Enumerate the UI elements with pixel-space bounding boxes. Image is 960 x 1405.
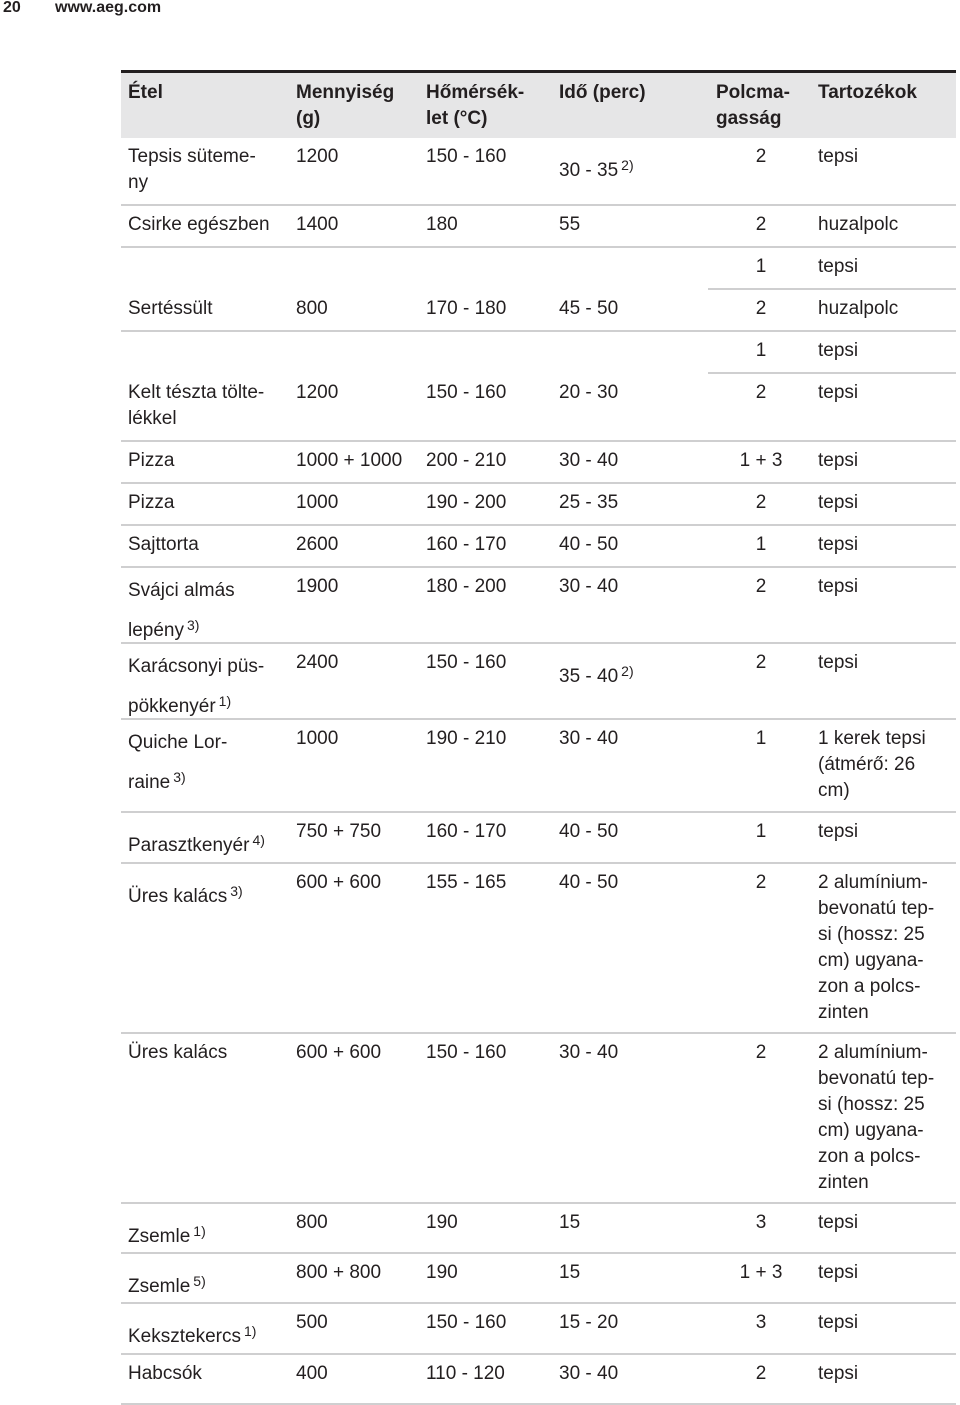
cell-time <box>559 726 709 752</box>
table-header <box>121 70 956 138</box>
cell-accessories <box>818 380 958 406</box>
table-row <box>121 720 956 813</box>
cell-food <box>128 490 288 516</box>
footnote-marker: 3) <box>230 883 243 899</box>
cell-shelf-level <box>711 448 811 474</box>
cell-accessories <box>818 490 958 516</box>
table-row <box>121 1034 956 1204</box>
cell-text: tepsi <box>818 576 859 597</box>
cell-text: Üres kalács <box>128 1042 228 1063</box>
cell-shelf-level <box>711 1210 811 1236</box>
cell-text: 160 - 170 <box>426 534 507 555</box>
cell-time <box>559 1210 709 1236</box>
cell-temperature <box>426 726 556 752</box>
table-row <box>121 1254 956 1304</box>
cell-accessories <box>818 650 958 676</box>
cell-text: 2 <box>755 382 767 403</box>
cell-text: tepsi <box>818 534 859 555</box>
table-row <box>121 206 956 248</box>
table-row <box>121 374 956 442</box>
cell-text: 1 <box>755 728 767 749</box>
table-row <box>121 644 956 720</box>
cell-accessories <box>818 1040 958 1196</box>
cell-shelf-level <box>711 819 811 845</box>
cell-text: 600 + 600 <box>296 1042 382 1063</box>
cell-temperature <box>426 1361 556 1387</box>
cell-quantity <box>296 1260 421 1286</box>
cell-temperature <box>426 650 556 676</box>
cell-shelf-level <box>711 380 811 406</box>
cell-text: Zsemle <box>128 1276 191 1297</box>
cell-text: 25 - 35 <box>559 492 619 513</box>
cell-quantity <box>296 819 421 845</box>
table-row <box>121 1304 956 1355</box>
cell-shelf-level <box>711 144 811 170</box>
cell-text: 1400 <box>296 214 339 235</box>
cell-text: 1 <box>755 340 767 361</box>
cell-accessories <box>818 1361 958 1387</box>
cell-time <box>559 380 709 406</box>
cell-food <box>128 726 288 800</box>
cell-temperature <box>426 490 556 516</box>
cell-text: 110 - 120 <box>426 1363 505 1384</box>
cell-text: 30 - 35 <box>559 160 619 181</box>
cell-text: 30 - 40 <box>559 450 619 471</box>
cell-text: 2 <box>755 652 767 673</box>
cell-text: huzalpolc <box>818 298 899 319</box>
cell-accessories <box>818 338 958 364</box>
cell-food <box>128 212 288 238</box>
footnote-marker: 3) <box>187 617 200 633</box>
cell-temperature <box>426 1310 556 1336</box>
cell-text: Habcsók <box>128 1363 202 1384</box>
table-body <box>121 138 956 1405</box>
cell-shelf-level <box>711 1260 811 1286</box>
cell-food <box>128 1268 288 1300</box>
cell-text: 800 <box>296 298 328 319</box>
cell-accessories <box>818 726 958 804</box>
cell-shelf-level <box>711 726 811 752</box>
cell-text: 190 - 210 <box>426 728 507 749</box>
footnote-marker: 2) <box>621 663 634 679</box>
page-number: 20 <box>3 0 21 16</box>
cell-text: 2400 <box>296 652 339 673</box>
cell-text: 800 + 800 <box>296 1262 382 1283</box>
cell-food <box>128 1040 288 1066</box>
cell-food <box>128 650 288 724</box>
cell-text: Üres kalács <box>128 886 228 907</box>
cell-food <box>128 1318 288 1350</box>
cell-text: 2 <box>755 492 767 513</box>
cell-food <box>128 1218 288 1250</box>
cell-text: 150 - 160 <box>426 1042 507 1063</box>
cell-text: 1000 + 1000 <box>296 450 403 471</box>
cell-text: huzalpolc <box>818 214 899 235</box>
header-time: Idő (perc) <box>559 82 646 103</box>
table-top-rule <box>121 70 956 73</box>
cell-shelf-level <box>711 254 811 280</box>
cell-accessories <box>818 1310 958 1336</box>
cell-text: Pizza <box>128 450 175 471</box>
cell-accessories <box>818 819 958 845</box>
cell-shelf-level <box>711 650 811 676</box>
table-row <box>121 138 956 206</box>
table-row <box>121 568 956 644</box>
cell-temperature <box>426 1040 556 1066</box>
cell-text: 180 - 200 <box>426 576 507 597</box>
cell-time <box>559 448 709 474</box>
cell-text: 30 - 40 <box>559 576 619 597</box>
cell-text: 200 - 210 <box>426 450 507 471</box>
cell-text: 150 - 160 <box>426 1312 507 1333</box>
cell-time <box>559 1040 709 1066</box>
cell-text: tepsi <box>818 821 859 842</box>
footnote-marker: 4) <box>252 832 265 848</box>
cell-accessories <box>818 254 958 280</box>
cell-text: Csirke egészben <box>128 214 270 235</box>
cell-food <box>128 296 288 322</box>
cell-quantity <box>296 532 421 558</box>
cell-quantity <box>296 1361 421 1387</box>
table-row <box>121 813 956 864</box>
cell-text: tepsi <box>818 450 859 471</box>
cell-text: 150 - 160 <box>426 146 507 167</box>
cell-text: 190 - 200 <box>426 492 507 513</box>
cell-temperature <box>426 1210 556 1236</box>
cell-text: 3 <box>755 1212 767 1233</box>
cell-text: 160 - 170 <box>426 821 507 842</box>
cell-quantity <box>296 490 421 516</box>
cell-text: 1200 <box>296 146 339 167</box>
cell-shelf-level <box>711 870 811 896</box>
cell-text: 170 - 180 <box>426 298 507 319</box>
cell-text: 40 - 50 <box>559 821 619 842</box>
header-food: Étel <box>128 82 163 103</box>
cell-temperature <box>426 144 556 170</box>
footnote-marker: 5) <box>193 1273 206 1289</box>
cell-text: Zsemle <box>128 1226 191 1247</box>
cell-time <box>559 870 709 896</box>
cell-quantity <box>296 1310 421 1336</box>
cell-quantity <box>296 448 421 474</box>
cell-food <box>128 448 288 474</box>
cell-text: 190 <box>426 1212 458 1233</box>
cell-food <box>128 380 288 432</box>
cell-shelf-level <box>711 1361 811 1387</box>
cell-time <box>559 152 709 184</box>
cell-quantity <box>296 212 421 238</box>
cell-food <box>128 878 288 910</box>
cell-text: 400 <box>296 1363 328 1384</box>
cell-text: tepsi <box>818 382 859 403</box>
cell-time <box>559 1310 709 1336</box>
cell-quantity <box>296 870 421 896</box>
cell-shelf-level <box>711 490 811 516</box>
cell-text: 1 <box>755 534 767 555</box>
cell-text: 30 - 40 <box>559 728 619 749</box>
cell-text: 1000 <box>296 492 339 513</box>
cell-text: 1 + 3 <box>739 450 783 471</box>
cell-text: 2 alumínium- bevonatú tep- si (hossz: 25 cm) ugyana- zon a polcs- zinten <box>818 872 935 1023</box>
cell-text: 150 - 160 <box>426 382 507 403</box>
cell-food <box>128 827 288 859</box>
cell-text: tepsi <box>818 1262 859 1283</box>
cell-quantity <box>296 144 421 170</box>
cell-food <box>128 144 288 196</box>
table-row <box>121 484 956 526</box>
cell-accessories <box>818 448 958 474</box>
cell-text: 180 <box>426 214 458 235</box>
cell-text: 30 - 40 <box>559 1363 619 1384</box>
cell-text: 2 alumínium- bevonatú tep- si (hossz: 25 cm) ugyana- zon a polcs- zinten <box>818 1042 935 1193</box>
cell-text: tepsi <box>818 492 859 513</box>
table-row <box>121 864 956 1034</box>
cell-accessories <box>818 296 958 322</box>
cell-text: tepsi <box>818 146 859 167</box>
cell-text: 600 + 600 <box>296 872 382 893</box>
cell-accessories <box>818 1260 958 1286</box>
cell-text: 190 <box>426 1262 458 1283</box>
cell-time <box>559 212 709 238</box>
cell-text: 1 + 3 <box>739 1262 783 1283</box>
cell-text: tepsi <box>818 340 859 361</box>
cell-quantity <box>296 1210 421 1236</box>
footnote-marker: 1) <box>193 1223 206 1239</box>
cell-shelf-level <box>711 338 811 364</box>
cell-text: 1 kerek tepsi (átmérő: 26 cm) <box>818 728 926 801</box>
cell-food <box>128 574 288 648</box>
cell-time <box>559 658 709 690</box>
cell-text: 15 <box>559 1262 581 1283</box>
header-quantity: Mennyiség (g) <box>296 82 395 129</box>
cell-accessories <box>818 144 958 170</box>
cell-text: Quiche Lor- raine <box>128 732 228 793</box>
cell-text: 35 - 40 <box>559 666 619 687</box>
cell-text: 2 <box>755 214 767 235</box>
cell-text: 40 - 50 <box>559 872 619 893</box>
header-temperature: Hőmérsék- let (°C) <box>426 82 525 129</box>
cell-text: 2600 <box>296 534 339 555</box>
cell-text: 40 - 50 <box>559 534 619 555</box>
cell-text: 750 + 750 <box>296 821 382 842</box>
cell-text: 55 <box>559 214 581 235</box>
table-row <box>121 442 956 484</box>
cell-text: Sajttorta <box>128 534 199 555</box>
header-shelf-level: Polcma- gasság <box>716 82 790 129</box>
cell-food <box>128 1361 288 1387</box>
cell-text: 15 <box>559 1212 581 1233</box>
cell-temperature <box>426 870 556 896</box>
footnote-marker: 1) <box>243 1323 257 1339</box>
cell-quantity <box>296 380 421 406</box>
cell-text: Sertéssült <box>128 298 213 319</box>
cell-shelf-level <box>711 1310 811 1336</box>
cell-text: Pizza <box>128 492 175 513</box>
cell-text: 30 - 40 <box>559 1042 619 1063</box>
cell-text: Parasztkenyér <box>128 835 250 856</box>
cell-text: 800 <box>296 1212 328 1233</box>
cell-text: 2 <box>755 298 767 319</box>
cell-food <box>128 532 288 558</box>
cell-text: Kelt tészta tölte- lékkel <box>128 382 265 429</box>
cell-text: 1900 <box>296 576 339 597</box>
footnote-marker: 1) <box>218 693 232 709</box>
cell-text: 2 <box>755 576 767 597</box>
cell-text: Tepsis süteme- ny <box>128 146 256 193</box>
cell-text: 500 <box>296 1312 328 1333</box>
cell-temperature <box>426 1260 556 1286</box>
cell-quantity <box>296 650 421 676</box>
cell-shelf-level <box>711 532 811 558</box>
cell-text: 150 - 160 <box>426 652 507 673</box>
cell-text: Keksztekercs <box>128 1326 241 1347</box>
cell-temperature <box>426 296 556 322</box>
cell-text: 1 <box>755 821 767 842</box>
cell-quantity <box>296 726 421 752</box>
cell-text: 1 <box>755 256 767 277</box>
cell-text: Karácsonyi püs- pökkenyér <box>128 656 265 717</box>
footnote-marker: 2) <box>621 157 634 173</box>
cell-accessories <box>818 1210 958 1236</box>
cell-text: 2 <box>755 1363 767 1384</box>
cell-quantity <box>296 1040 421 1066</box>
cell-quantity <box>296 574 421 600</box>
cell-temperature <box>426 212 556 238</box>
cell-time <box>559 490 709 516</box>
cell-accessories <box>818 532 958 558</box>
cell-text: tepsi <box>818 652 859 673</box>
cell-text: tepsi <box>818 1363 859 1384</box>
cell-text: 1000 <box>296 728 339 749</box>
cell-text: 3 <box>755 1312 767 1333</box>
cell-text: 20 - 30 <box>559 382 619 403</box>
cell-text: 2 <box>755 146 767 167</box>
cell-time <box>559 819 709 845</box>
cell-time <box>559 1361 709 1387</box>
cell-accessories <box>818 212 958 238</box>
website-url: www.aeg.com <box>55 0 162 16</box>
table-row <box>121 526 956 568</box>
cell-time <box>559 574 709 600</box>
header-accessories: Tartozékok <box>818 82 917 103</box>
cell-temperature <box>426 380 556 406</box>
cell-time <box>559 1260 709 1286</box>
cell-quantity <box>296 296 421 322</box>
table-row <box>121 332 956 374</box>
footnote-marker: 3) <box>173 769 186 785</box>
cell-accessories <box>818 574 958 600</box>
cell-text: Svájci almás lepény <box>128 580 235 641</box>
cell-text: 15 - 20 <box>559 1312 619 1333</box>
cell-shelf-level <box>711 574 811 600</box>
cell-time <box>559 296 709 322</box>
cell-text: tepsi <box>818 256 859 277</box>
cell-accessories <box>818 870 958 1026</box>
baking-table <box>121 70 956 1405</box>
cell-text: 155 - 165 <box>426 872 507 893</box>
cell-shelf-level <box>711 1040 811 1066</box>
cell-text: tepsi <box>818 1212 859 1233</box>
cell-time <box>559 532 709 558</box>
cell-text: tepsi <box>818 1312 859 1333</box>
cell-text: 2 <box>755 1042 767 1063</box>
cell-shelf-level <box>711 212 811 238</box>
table-row <box>121 290 956 332</box>
cell-temperature <box>426 532 556 558</box>
cell-shelf-level <box>711 296 811 322</box>
table-row <box>121 1355 956 1405</box>
table-row <box>121 248 956 290</box>
cell-text: 45 - 50 <box>559 298 619 319</box>
cell-text: 1200 <box>296 382 339 403</box>
table-row <box>121 1204 956 1254</box>
cell-temperature <box>426 819 556 845</box>
cell-text: 2 <box>755 872 767 893</box>
cell-temperature <box>426 448 556 474</box>
cell-temperature <box>426 574 556 600</box>
